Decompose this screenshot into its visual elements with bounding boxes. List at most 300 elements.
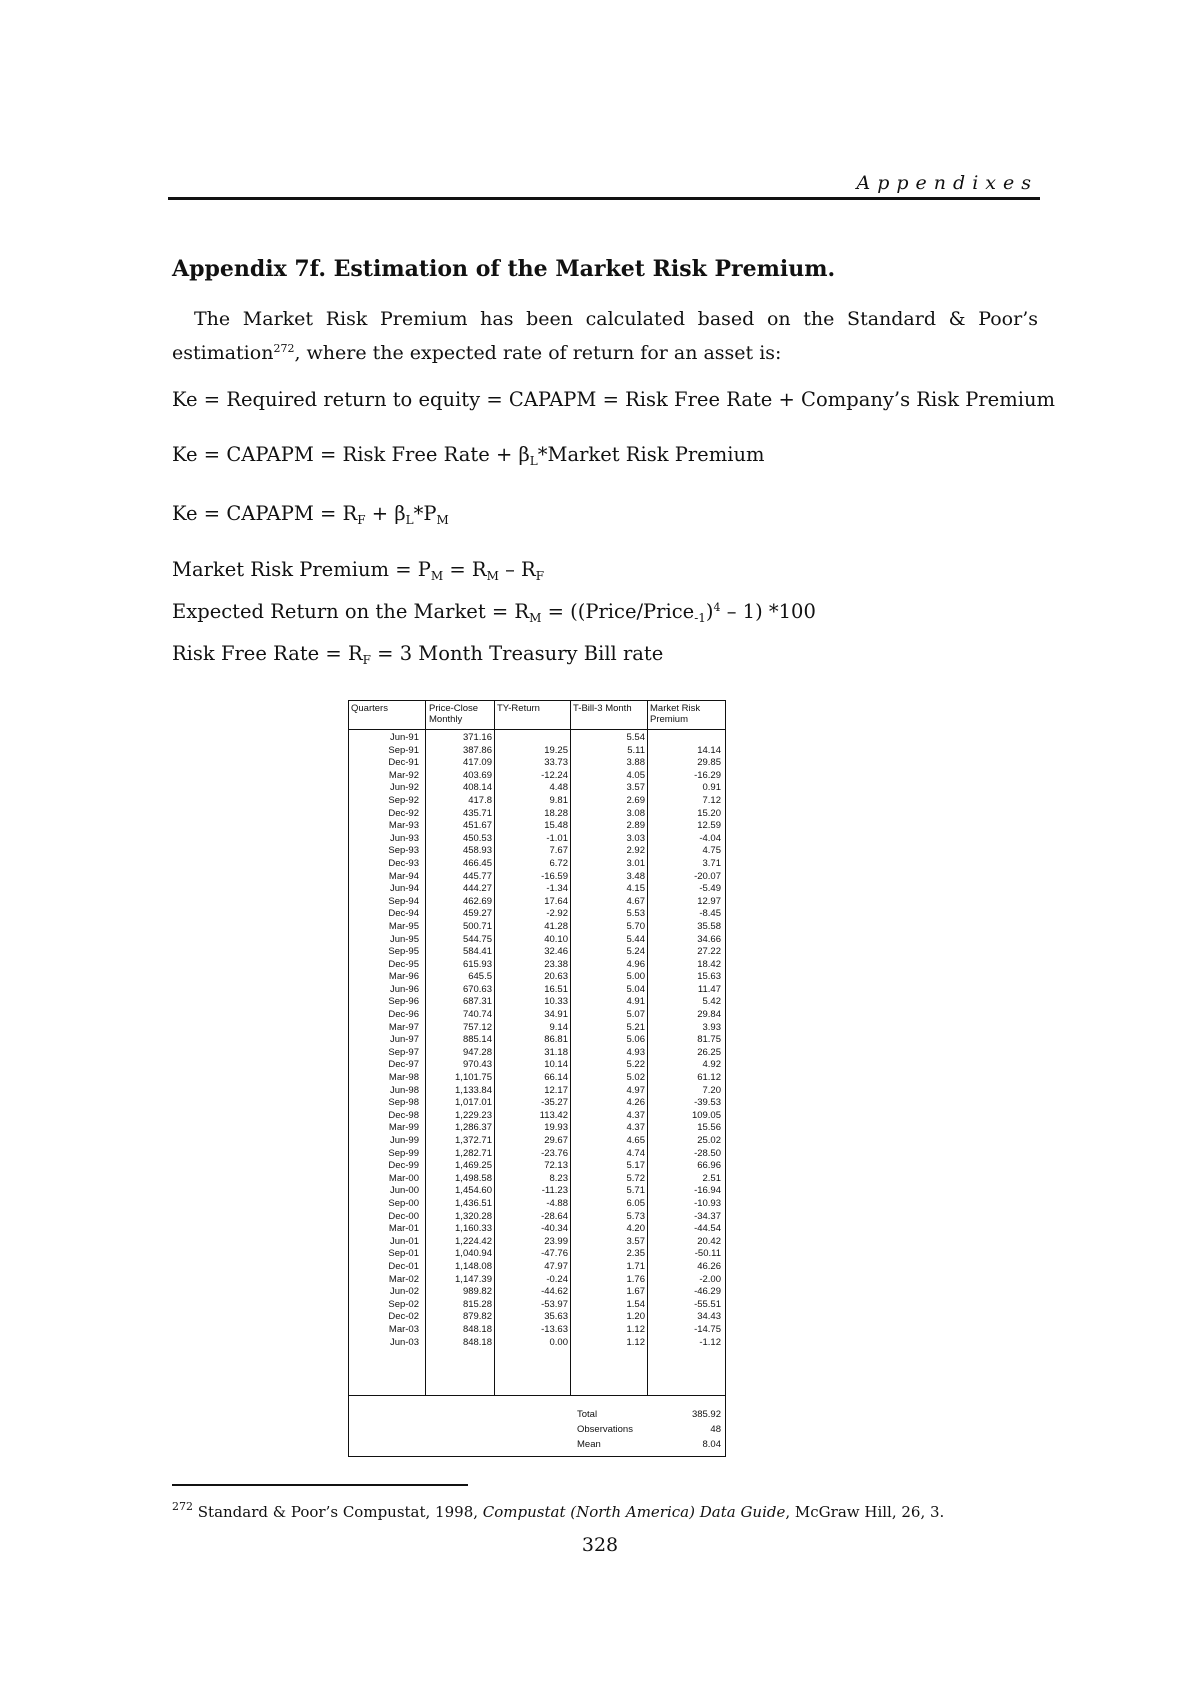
cell-return: -1.01 (546, 832, 568, 844)
cell-price: 848.18 (462, 1323, 492, 1335)
cell-return: -1.34 (546, 883, 568, 895)
cell-quarter: Jun-99 (389, 1135, 419, 1146)
table-row (349, 996, 725, 1009)
cell-return: 40.10 (544, 933, 568, 945)
cell-premium: 7.12 (702, 794, 721, 806)
cell-return: 8.23 (549, 1172, 568, 1184)
cell-tbill: 3.88 (626, 757, 645, 769)
cell-return: 19.25 (544, 744, 568, 756)
cell-price: 815.28 (462, 1298, 492, 1310)
cell-quarter: Jun-97 (389, 1034, 419, 1046)
cell-price: 544.75 (462, 933, 492, 945)
cell-price: 450.53 (462, 832, 492, 844)
table-row (349, 1110, 725, 1123)
cell-premium: -2.00 (699, 1273, 721, 1285)
table-row (349, 959, 725, 972)
cell-return: 6.72 (549, 857, 568, 869)
table-body (349, 729, 725, 1396)
cell-tbill: 5.22 (626, 1059, 645, 1071)
cell-quarter: Jun-03 (389, 1336, 419, 1348)
cell-tbill: 5.06 (626, 1034, 645, 1046)
cell-quarter: Jun-91 (389, 732, 419, 743)
cell-quarter: Mar-97 (388, 1021, 419, 1033)
cell-premium: 15.63 (697, 971, 721, 983)
cell-price: 371.16 (462, 732, 492, 743)
summary-row (349, 1439, 725, 1454)
cell-price: 435.71 (462, 807, 492, 819)
cell-quarter: Dec-93 (388, 857, 419, 869)
cell-price: 1,160.33 (455, 1223, 492, 1235)
cell-quarter: Jun-92 (389, 782, 419, 794)
cell-quarter: Sep-95 (388, 946, 419, 958)
column-divider (425, 701, 426, 1395)
cell-price: 417.09 (462, 757, 492, 769)
cell-price: 1,017.01 (455, 1097, 492, 1109)
cell-return: -44.62 (541, 1286, 568, 1298)
cell-quarter: Mar-02 (388, 1273, 419, 1285)
cell-quarter: Mar-00 (388, 1172, 419, 1184)
cell-price: 989.82 (462, 1286, 492, 1298)
cell-price: 1,101.75 (455, 1072, 492, 1084)
cell-tbill: 4.65 (626, 1135, 645, 1146)
cell-premium: 5.42 (702, 996, 721, 1008)
cell-return: -11.23 (541, 1185, 568, 1197)
cell-tbill: 5.44 (626, 933, 645, 945)
cell-price: 584.41 (462, 946, 492, 958)
cell-quarter: Sep-98 (388, 1097, 419, 1109)
cell-premium: -8.45 (699, 908, 721, 920)
cell-tbill: 4.05 (626, 769, 645, 781)
cell-tbill: 5.71 (626, 1185, 645, 1197)
cell-price: 462.69 (462, 895, 492, 907)
summary-value: 385.92 (691, 1409, 721, 1420)
cell-return: -0.24 (546, 1273, 568, 1285)
table-row (349, 1047, 725, 1060)
cell-return: 10.33 (544, 996, 568, 1008)
cell-quarter: Mar-98 (388, 1072, 419, 1084)
table-row (349, 1085, 725, 1098)
header-return: TY-Return (497, 703, 540, 714)
cell-tbill: 5.02 (626, 1072, 645, 1084)
cell-price: 670.63 (462, 983, 492, 995)
cell-quarter: Mar-03 (388, 1323, 419, 1335)
cell-quarter: Sep-97 (388, 1046, 419, 1058)
table-row (349, 808, 725, 821)
cell-tbill: 5.04 (626, 983, 645, 995)
cell-quarter: Sep-94 (388, 895, 419, 907)
equation-ke-beta: Ke = CAPAPM = Risk Free Rate + $\beta_L*Market$ Risk Premium (172, 443, 765, 468)
cell-tbill: 3.57 (626, 782, 645, 794)
cell-quarter: Dec-91 (388, 757, 419, 769)
cell-return: 4.48 (549, 782, 568, 794)
table-row (349, 1211, 725, 1224)
cell-tbill: 2.89 (626, 820, 645, 832)
summary-label: Observations (577, 1424, 633, 1435)
cell-price: 408.14 (462, 782, 492, 794)
cell-tbill: 4.15 (626, 883, 645, 895)
cell-quarter: Mar-93 (388, 820, 419, 832)
cell-return: 41.28 (544, 920, 568, 932)
cell-quarter: Jun-96 (389, 983, 419, 995)
cell-quarter: Dec-99 (388, 1160, 419, 1172)
table-row (349, 1022, 725, 1035)
cell-premium: -10.93 (694, 1197, 721, 1209)
summary-label: Total (577, 1409, 598, 1420)
cell-price: 1,147.39 (455, 1273, 492, 1285)
cell-premium: 3.71 (702, 857, 721, 869)
cell-premium: 66.96 (697, 1160, 721, 1172)
table-row (349, 782, 725, 795)
cell-price: 848.18 (462, 1336, 492, 1348)
cell-quarter: Jun-00 (389, 1185, 419, 1197)
cell-return: 18.28 (544, 807, 568, 819)
cell-quarter: Dec-02 (388, 1311, 419, 1323)
cell-return: -4.88 (546, 1197, 568, 1209)
cell-quarter: Mar-01 (388, 1223, 419, 1235)
cell-return: 29.67 (544, 1135, 568, 1146)
cell-tbill: 4.26 (626, 1097, 645, 1109)
cell-price: 1,436.51 (455, 1197, 492, 1209)
cell-return: 32.46 (544, 946, 568, 958)
page-number: 328 (581, 1534, 619, 1556)
cell-quarter: Dec-00 (388, 1210, 419, 1222)
table-row (349, 908, 725, 921)
cell-tbill: 5.00 (626, 971, 645, 983)
cell-price: 615.93 (462, 958, 492, 970)
cell-quarter: Mar-95 (388, 920, 419, 932)
header-quarters: Quarters (351, 703, 388, 714)
table-row (349, 795, 725, 808)
cell-return: -53.97 (541, 1298, 568, 1310)
cell-premium: -55.51 (694, 1298, 721, 1310)
table-row (349, 1097, 725, 1110)
cell-tbill: 4.96 (626, 958, 645, 970)
cell-tbill: 1.67 (626, 1286, 645, 1298)
table-rows (349, 732, 725, 1349)
cell-tbill: 2.92 (626, 845, 645, 857)
table-row (349, 871, 725, 884)
table-row (349, 1034, 725, 1047)
cell-quarter: Sep-93 (388, 845, 419, 857)
footnote: $^{272}$ Standard & Poor’s Compustat, 1998, Compustat (North America) Data Guide, McGraw Hill, 26, 3. (172, 1500, 945, 1521)
cell-premium: 34.43 (697, 1311, 721, 1323)
table-row (349, 845, 725, 858)
cell-quarter: Jun-01 (389, 1235, 419, 1247)
cell-premium: 4.75 (702, 845, 721, 857)
cell-tbill: 4.67 (626, 895, 645, 907)
cell-quarter: Dec-96 (388, 1009, 419, 1021)
cell-premium: 15.20 (697, 807, 721, 819)
cell-premium: 26.25 (697, 1046, 721, 1058)
cell-tbill: 5.07 (626, 1009, 645, 1021)
cell-premium: -4.04 (699, 832, 721, 844)
table-row (349, 1160, 725, 1173)
cell-premium: 7.20 (702, 1084, 721, 1096)
cell-return: -47.76 (541, 1248, 568, 1260)
cell-return: 15.48 (544, 820, 568, 832)
table-row (349, 921, 725, 934)
cell-price: 403.69 (462, 769, 492, 781)
cell-quarter: Dec-92 (388, 807, 419, 819)
cell-price: 1,224.42 (455, 1235, 492, 1247)
cell-quarter: Sep-02 (388, 1298, 419, 1310)
cell-premium: 4.92 (702, 1059, 721, 1071)
summary-row (349, 1409, 725, 1424)
cell-tbill: 1.71 (626, 1260, 645, 1272)
cell-quarter: Dec-01 (388, 1260, 419, 1272)
cell-premium: 2.51 (702, 1172, 721, 1184)
cell-premium: 34.66 (697, 933, 721, 945)
cell-price: 970.43 (462, 1059, 492, 1071)
cell-return: 31.18 (544, 1046, 568, 1058)
table-row (349, 1072, 725, 1085)
cell-premium: -1.12 (699, 1336, 721, 1348)
footnote-reference[interactable]: 272 (273, 342, 295, 355)
table-row (349, 1059, 725, 1072)
cell-return: 47.97 (544, 1260, 568, 1272)
summary-value: 8.04 (702, 1439, 721, 1450)
table-row (349, 1122, 725, 1135)
footnote-rule (172, 1484, 468, 1486)
cell-tbill: 3.57 (626, 1235, 645, 1247)
cell-premium: -44.54 (694, 1223, 721, 1235)
cell-return: 33.73 (544, 757, 568, 769)
table-row (349, 770, 725, 783)
cell-tbill: 4.20 (626, 1223, 645, 1235)
table-row (349, 934, 725, 947)
cell-premium: 46.26 (697, 1260, 721, 1272)
cell-price: 1,229.23 (455, 1109, 492, 1121)
cell-return: 16.51 (544, 983, 568, 995)
table-row (349, 1236, 725, 1249)
cell-price: 1,040.94 (455, 1248, 492, 1260)
cell-price: 687.31 (462, 996, 492, 1008)
cell-return: -40.34 (541, 1223, 568, 1235)
table-row (349, 1324, 725, 1337)
cell-quarter: Mar-94 (388, 870, 419, 882)
cell-quarter: Mar-99 (388, 1122, 419, 1134)
cell-return: 72.13 (544, 1160, 568, 1172)
cell-return: -12.24 (541, 769, 568, 781)
cell-premium: 0.91 (702, 782, 721, 794)
table-row (349, 883, 725, 896)
cell-price: 1,320.28 (455, 1210, 492, 1222)
section-title: Appendix 7f. Estimation of the Market Risk Premium. (172, 256, 836, 282)
cell-premium: -39.53 (694, 1097, 721, 1109)
cell-quarter: Dec-94 (388, 908, 419, 920)
cell-return: -13.63 (541, 1323, 568, 1335)
cell-quarter: Jun-93 (389, 832, 419, 844)
cell-quarter: Mar-92 (388, 769, 419, 781)
cell-tbill: 1.54 (626, 1298, 645, 1310)
cell-premium: 29.84 (697, 1009, 721, 1021)
cell-price: 417.8 (468, 794, 492, 806)
cell-return: 23.99 (544, 1235, 568, 1247)
cell-quarter: Jun-95 (389, 933, 419, 945)
cell-return: 86.81 (544, 1034, 568, 1046)
equation-risk-free-rate: Risk Free Rate = $R_F = 3$ Month Treasury Bill rate (172, 642, 664, 667)
table-row (349, 833, 725, 846)
cell-premium: -20.07 (694, 870, 721, 882)
cell-price: 1,282.71 (455, 1147, 492, 1159)
cell-premium: -34.37 (694, 1210, 721, 1222)
cell-tbill: 5.70 (626, 920, 645, 932)
intro-text-part1: The Market Risk Premium has been calculated based on the Standard & Poor’s estimation (172, 308, 1038, 364)
cell-price: 445.77 (462, 870, 492, 882)
cell-premium: 20.42 (697, 1235, 721, 1247)
cell-quarter: Sep-01 (388, 1248, 419, 1260)
summary-row (349, 1424, 725, 1439)
cell-premium: 25.02 (697, 1135, 721, 1146)
table-row (349, 732, 725, 745)
cell-quarter: Dec-97 (388, 1059, 419, 1071)
cell-quarter: Jun-02 (389, 1286, 419, 1298)
cell-return: 66.14 (544, 1072, 568, 1084)
cell-price: 1,454.60 (455, 1185, 492, 1197)
cell-return: 0.00 (549, 1336, 568, 1348)
cell-return: 12.17 (544, 1084, 568, 1096)
cell-tbill: 5.11 (627, 744, 645, 756)
cell-return: -28.64 (541, 1210, 568, 1222)
table-row (349, 1135, 725, 1148)
table-row (349, 1337, 725, 1350)
cell-quarter: Mar-96 (388, 971, 419, 983)
cell-premium: 27.22 (697, 946, 721, 958)
cell-tbill: 3.03 (626, 832, 645, 844)
cell-return: -2.92 (546, 908, 568, 920)
cell-price: 947.28 (462, 1046, 492, 1058)
cell-tbill: 2.69 (626, 794, 645, 806)
equation-market-risk-premium: Market Risk Premium = $P_M = R_M - R_F$ (172, 558, 545, 583)
table-row (349, 1311, 725, 1324)
cell-return: -35.27 (541, 1097, 568, 1109)
cell-tbill: 4.37 (626, 1109, 645, 1121)
cell-price: 459.27 (462, 908, 492, 920)
cell-price: 451.67 (462, 820, 492, 832)
cell-premium: 12.97 (697, 895, 721, 907)
cell-premium: 11.47 (697, 983, 721, 995)
cell-premium: 61.12 (697, 1072, 721, 1084)
cell-tbill: 5.73 (626, 1210, 645, 1222)
intro-text-part2: , where the expected rate of return for an asset is: (294, 342, 782, 364)
cell-price: 757.12 (462, 1021, 492, 1033)
cell-tbill: 4.37 (626, 1122, 645, 1134)
intro-paragraph (172, 304, 1038, 368)
cell-premium: 3.93 (702, 1021, 721, 1033)
cell-tbill: 1.12 (626, 1323, 645, 1335)
table-row (349, 1286, 725, 1299)
equation-ke-definition: Ke = Required return to equity = CAPAPM = Risk Free Rate + Company’s Risk Premium (172, 388, 1055, 411)
table-row (349, 757, 725, 770)
cell-tbill: 2.35 (626, 1248, 645, 1260)
cell-tbill: 4.93 (626, 1046, 645, 1058)
cell-premium: 29.85 (697, 757, 721, 769)
cell-price: 1,469.25 (455, 1160, 492, 1172)
cell-return: 9.81 (549, 794, 568, 806)
table-row (349, 1299, 725, 1312)
table-row (349, 1009, 725, 1022)
cell-price: 500.71 (462, 920, 492, 932)
table-row (349, 1148, 725, 1161)
running-header: Appendixes (856, 172, 1038, 194)
cell-price: 645.5 (468, 971, 492, 983)
table-row (349, 896, 725, 909)
header-tbill: T-Bill-3 Month (573, 703, 632, 714)
equation-ke-symbols: Ke = CAPAPM = $R_F + \beta_L*P_M$ (172, 502, 449, 527)
table-row (349, 745, 725, 758)
cell-tbill: 4.91 (626, 996, 645, 1008)
table-row (349, 1274, 725, 1287)
cell-tbill: 1.20 (626, 1311, 645, 1323)
cell-return: 35.63 (544, 1311, 568, 1323)
table-row (349, 1198, 725, 1211)
cell-return: 20.63 (544, 971, 568, 983)
cell-tbill: 5.24 (626, 946, 645, 958)
cell-tbill: 5.53 (626, 908, 645, 920)
cell-premium: 18.42 (697, 958, 721, 970)
cell-return: 17.64 (544, 895, 568, 907)
cell-return: 113.42 (539, 1109, 568, 1121)
cell-price: 1,372.71 (455, 1135, 492, 1146)
cell-tbill: 3.48 (626, 870, 645, 882)
cell-premium: -16.94 (694, 1185, 721, 1197)
cell-tbill: 6.05 (626, 1197, 645, 1209)
cell-tbill: 1.76 (626, 1273, 645, 1285)
cell-tbill: 3.01 (626, 857, 645, 869)
cell-tbill: 4.97 (626, 1084, 645, 1096)
header-rule (168, 197, 1040, 200)
cell-price: 1,498.58 (455, 1172, 492, 1184)
cell-premium: 35.58 (697, 920, 721, 932)
cell-return: -23.76 (541, 1147, 568, 1159)
cell-tbill: 3.08 (626, 807, 645, 819)
cell-price: 1,148.08 (455, 1260, 492, 1272)
column-divider (647, 701, 648, 1395)
cell-tbill: 5.72 (626, 1172, 645, 1184)
table-row (349, 946, 725, 959)
column-divider (494, 701, 495, 1395)
cell-quarter: Sep-96 (388, 996, 419, 1008)
table-summary (349, 1409, 725, 1454)
cell-price: 885.14 (462, 1034, 492, 1046)
table-row (349, 1173, 725, 1186)
cell-return: 34.91 (544, 1009, 568, 1021)
cell-quarter: Sep-99 (388, 1147, 419, 1159)
table-row (349, 858, 725, 871)
cell-price: 444.27 (462, 883, 492, 895)
cell-quarter: Sep-92 (388, 794, 419, 806)
cell-premium: -28.50 (694, 1147, 721, 1159)
table-row (349, 1223, 725, 1236)
table-row (349, 1248, 725, 1261)
cell-return: 23.38 (544, 958, 568, 970)
cell-price: 466.45 (462, 857, 492, 869)
cell-return: 9.14 (549, 1021, 568, 1033)
table-row (349, 1261, 725, 1274)
cell-premium: 15.56 (697, 1122, 721, 1134)
table-header (349, 701, 725, 730)
cell-premium: -50.11 (694, 1248, 721, 1260)
cell-premium: 81.75 (697, 1034, 721, 1046)
cell-price: 458.93 (462, 845, 492, 857)
cell-tbill: 1.12 (626, 1336, 645, 1348)
cell-quarter: Jun-94 (389, 883, 419, 895)
cell-return: 7.67 (549, 845, 568, 857)
cell-price: 879.82 (462, 1311, 492, 1323)
table-row (349, 820, 725, 833)
header-market-risk-premium: Market Risk Premium (650, 703, 701, 725)
cell-quarter: Jun-98 (389, 1084, 419, 1096)
